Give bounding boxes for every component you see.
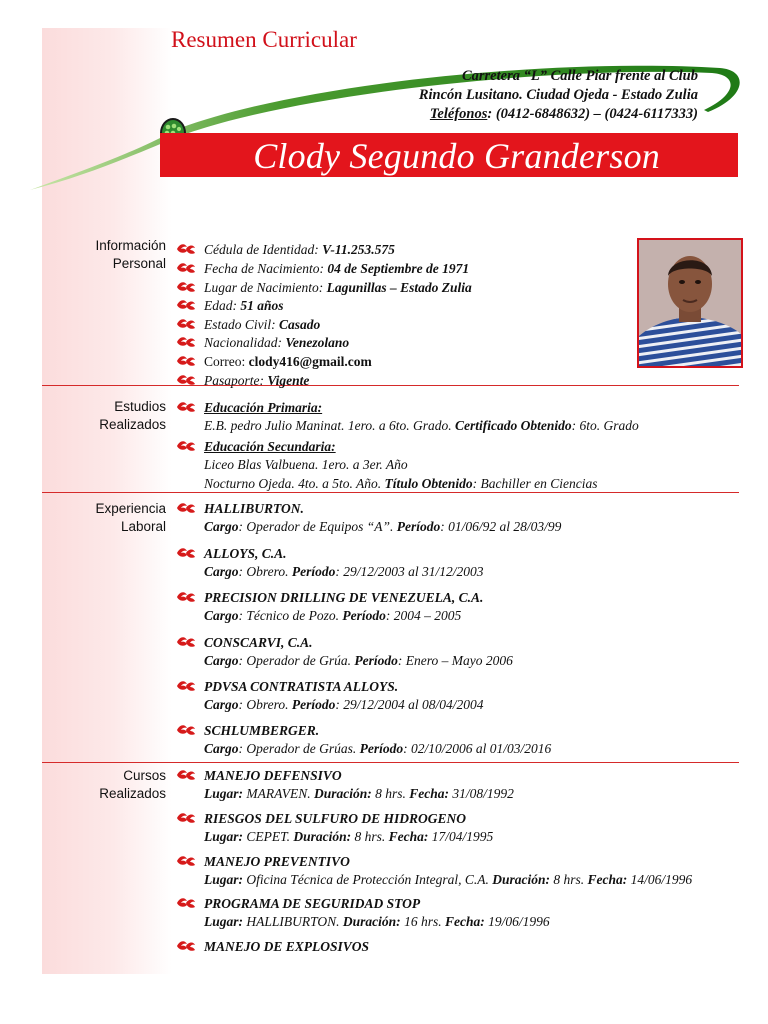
course-title: RIESGOS DEL SULFURO DE HIDROGENO (204, 811, 467, 826)
section-label-courses: Cursos Realizados (99, 768, 166, 801)
job-detail-line (176, 740, 551, 758)
name-banner (160, 133, 738, 177)
personal-item-value: 51 años (240, 298, 284, 313)
job-company-line (176, 678, 484, 696)
cargo-label: Cargo (204, 519, 239, 535)
job-company-line (176, 634, 513, 652)
section-label-personal: Información Personal (95, 238, 166, 271)
personal-item-label: Nacionalidad: (204, 335, 282, 350)
job-entry (176, 678, 484, 715)
red-leaf-bullet-icon (176, 242, 196, 256)
duracion-label: Duración: (492, 872, 550, 888)
red-leaf-bullet-icon (176, 811, 196, 825)
course-title-line (176, 810, 493, 828)
course-entry (176, 895, 550, 932)
cargo-label: Cargo (204, 653, 239, 669)
job-periodo: : Enero – Mayo 2006 (397, 653, 513, 669)
personal-item-line (176, 334, 349, 352)
cargo-label: Cargo (204, 608, 239, 624)
red-leaf-bullet-icon (176, 854, 196, 868)
periodo-label: Período (396, 519, 441, 535)
red-leaf-bullet-icon (176, 590, 196, 604)
personal-item-line (176, 279, 472, 297)
course-lugar: MARAVEN. (246, 786, 311, 802)
personal-item-value: Lagunillas – Estado Zulia (326, 280, 472, 295)
personal-item-line (176, 260, 469, 278)
document-title: Resumen Curricular (171, 27, 357, 52)
red-leaf-bullet-icon (176, 546, 196, 560)
job-company-line (176, 589, 483, 607)
job-periodo: : 02/10/2006 al 01/03/2016 (403, 741, 552, 757)
personal-item-label: Fecha de Nacimiento: (204, 261, 324, 276)
job-detail-line (176, 563, 484, 581)
course-fecha: 19/06/1996 (488, 914, 550, 930)
red-leaf-bullet-icon (176, 298, 196, 312)
red-leaf-bullet-icon (176, 939, 196, 953)
profile-photo (637, 238, 743, 368)
job-detail-line (176, 652, 513, 670)
personal-item-label: Pasaporte: (204, 373, 264, 388)
red-leaf-bullet-icon (176, 896, 196, 910)
job-cargo: : Obrero. (238, 564, 289, 580)
course-title: MANEJO DEFENSIVO (204, 768, 342, 783)
job-detail-line (176, 518, 561, 536)
personal-item (176, 316, 320, 334)
job-cargo: : Operador de Equipos “A”. (238, 519, 394, 535)
periodo-label: Período (354, 653, 398, 669)
red-leaf-bullet-icon (176, 335, 196, 349)
red-leaf-bullet-icon (176, 679, 196, 693)
education-primary: Educación Primaria: E.B. pedro Julio Maninat. 1ero. a 6to. Grado. Certificado Obtenido: 6to. Grado (176, 399, 639, 436)
red-leaf-bullet-icon (176, 373, 196, 387)
course-duracion: 8 hrs. (375, 786, 406, 802)
personal-item-value: clody416@gmail.com (248, 354, 372, 369)
job-periodo: : 29/12/2003 al 31/12/2003 (335, 564, 484, 580)
cargo-label: Cargo (204, 741, 239, 757)
job-detail-line (176, 607, 483, 625)
job-company: PDVSA CONTRATISTA ALLOYS. (204, 679, 399, 694)
red-leaf-bullet-icon (176, 501, 196, 515)
personal-item-value: 04 de Septiembre de 1971 (327, 261, 470, 276)
red-leaf-bullet-icon (176, 635, 196, 649)
personal-item (176, 372, 309, 390)
course-title-line (176, 853, 692, 871)
course-detail-line (176, 828, 493, 846)
personal-item (176, 297, 284, 315)
job-entry (176, 589, 483, 626)
job-cargo: : Obrero. (238, 697, 289, 713)
section-divider (42, 762, 739, 763)
personal-item (176, 353, 372, 371)
phone-label: Teléfonos (429, 106, 488, 122)
phone-value: : (0412-6848632) – (0424-6117333) (487, 106, 698, 122)
personal-item (176, 279, 472, 297)
personal-item (176, 260, 469, 278)
job-entry (176, 545, 484, 582)
job-company-line (176, 545, 484, 563)
periodo-label: Período (291, 697, 336, 713)
person-name: Clody Segundo Granderson (253, 136, 660, 176)
personal-item-label: Cédula de Identidad: (204, 242, 319, 257)
job-company-line (176, 722, 551, 740)
course-entry (176, 938, 369, 956)
red-leaf-bullet-icon (176, 400, 196, 414)
job-company: ALLOYS, C.A. (204, 546, 287, 561)
red-leaf-bullet-icon (176, 768, 196, 782)
job-company: CONSCARVI, C.A. (204, 635, 313, 650)
lugar-label: Lugar: (204, 829, 244, 845)
fecha-label: Fecha: (444, 914, 485, 930)
personal-item-line (176, 241, 395, 259)
phone-line (419, 105, 698, 124)
job-cargo: : Operador de Grúas. (238, 741, 357, 757)
lugar-label: Lugar: (204, 914, 244, 930)
periodo-label: Período (359, 741, 404, 757)
job-company-line (176, 500, 561, 518)
fecha-label: Fecha: (409, 786, 449, 802)
personal-item-label: Estado Civil: (204, 317, 276, 332)
course-detail-line (176, 871, 692, 889)
course-detail-line (176, 785, 514, 803)
personal-item-line (176, 353, 372, 371)
personal-item (176, 241, 395, 259)
course-fecha: 31/08/1992 (452, 786, 514, 802)
red-leaf-bullet-icon (176, 280, 196, 294)
lugar-label: Lugar: (204, 786, 244, 802)
personal-item-value: Casado (279, 317, 321, 332)
duracion-label: Duración: (313, 786, 372, 802)
course-duracion: 8 hrs. (354, 829, 386, 845)
address-line-2: Rincón Lusitano. Ciudad Ojeda - Estado Zulia (418, 87, 698, 103)
job-periodo: : 2004 – 2005 (385, 608, 462, 624)
job-company: PRECISION DRILLING DE VENEZUELA, C.A. (204, 590, 484, 605)
personal-item-line (176, 316, 320, 334)
contact-address (419, 67, 698, 124)
job-entry (176, 634, 513, 671)
job-entry (176, 500, 561, 537)
job-periodo: : 01/06/92 al 28/03/99 (440, 519, 562, 535)
personal-item-line (176, 372, 309, 390)
course-title-line (176, 938, 369, 956)
course-entry (176, 853, 692, 890)
red-leaf-bullet-icon (176, 723, 196, 737)
fecha-label: Fecha: (388, 829, 429, 845)
job-entry (176, 722, 551, 759)
duracion-label: Duración: (342, 914, 401, 930)
job-cargo: : Operador de Grúa. (238, 653, 352, 669)
red-leaf-bullet-icon (176, 354, 196, 368)
job-cargo: : Técnico de Pozo. (238, 608, 339, 624)
red-leaf-bullet-icon (176, 439, 196, 453)
fecha-label: Fecha: (587, 872, 628, 888)
course-detail-line (176, 913, 550, 931)
periodo-label: Período (342, 608, 386, 624)
periodo-label: Período (291, 564, 336, 580)
course-title: PROGRAMA DE SEGURIDAD STOP (204, 896, 421, 911)
cargo-label: Cargo (204, 564, 239, 580)
job-detail-line (176, 696, 484, 714)
course-title: MANEJO DE EXPLOSIVOS (204, 939, 370, 954)
education-secondary: Educación Secundaria: Liceo Blas Valbuena. 1ero. a 3er. Año Nocturno Ojeda. 4to. a 5to. Año. Título Obtenido: Bachiller en Ciencias (176, 438, 597, 493)
personal-item-value: Vigente (267, 373, 310, 388)
job-company: SCHLUMBERGER. (204, 723, 320, 738)
section-label-experience: Experiencia Laboral (95, 501, 166, 534)
section-label-studies: Estudios Realizados (99, 399, 166, 432)
course-title-line (176, 895, 550, 913)
course-lugar: CEPET. (246, 829, 291, 845)
personal-item-label: Edad: (204, 298, 237, 313)
personal-item-label: Lugar de Nacimiento: (204, 280, 324, 295)
red-leaf-bullet-icon (176, 317, 196, 331)
course-lugar: Oficina Técnica de Protección Integral, C.A. (246, 872, 489, 888)
lugar-label: Lugar: (204, 872, 244, 888)
course-lugar: HALLIBURTON. (246, 914, 340, 930)
personal-item-label: Correo: (204, 354, 246, 369)
address-line-1: Carretera “L” Calle Piar frente al Club (461, 68, 698, 84)
course-fecha: 14/06/1996 (630, 872, 693, 888)
personal-item-value: Venezolano (285, 335, 350, 350)
course-duracion: 8 hrs. (553, 872, 585, 888)
course-entry (176, 767, 514, 804)
course-entry (176, 810, 493, 847)
duracion-label: Duración: (293, 829, 352, 845)
personal-item-line (176, 297, 284, 315)
course-title-line (176, 767, 514, 785)
cargo-label: Cargo (204, 697, 239, 713)
section-divider (42, 385, 739, 386)
course-fecha: 17/04/1995 (431, 829, 494, 845)
red-leaf-bullet-icon (176, 261, 196, 275)
course-title: MANEJO PREVENTIVO (204, 854, 350, 869)
personal-item (176, 334, 349, 352)
course-duracion: 16 hrs. (404, 914, 442, 930)
job-company: HALLIBURTON. (204, 501, 304, 516)
personal-item-value: V-11.253.575 (322, 242, 395, 257)
job-periodo: : 29/12/2004 al 08/04/2004 (335, 697, 484, 713)
